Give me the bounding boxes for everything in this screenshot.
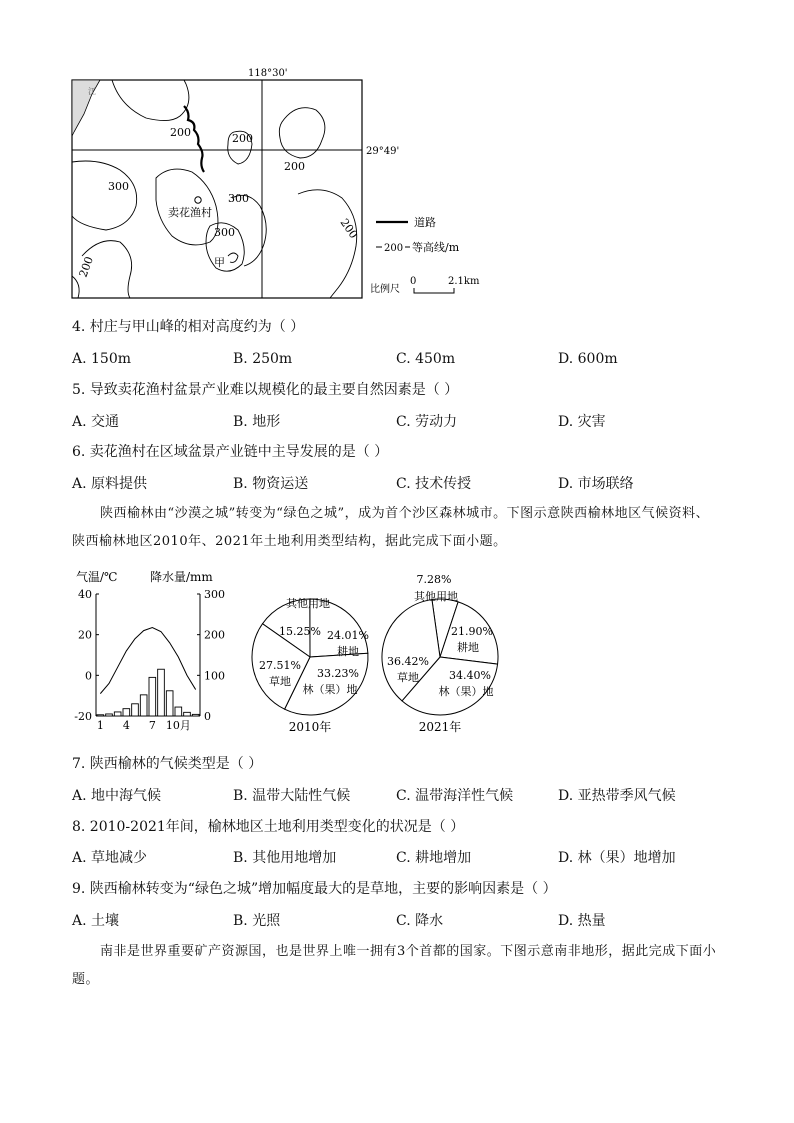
data-label: 24.01% [327,629,369,642]
contour-label: 300 [228,192,249,205]
scale-end: 2.1km [448,276,480,287]
x-tick-label: 10月 [165,719,191,732]
option-a[interactable]: A. 草地减少 [72,850,148,866]
precip-bar [158,669,165,716]
option-c[interactable]: C. 耕地增加 [396,850,472,866]
slice-label: 耕地 [457,641,479,654]
river-label: 江 [88,87,96,96]
option-b[interactable]: B. 物资运送 [233,476,309,492]
contour-line [72,161,137,230]
option-a[interactable]: A. 原料提供 [72,476,148,492]
precip-bar [123,709,130,716]
option-a[interactable]: A. 土壤 [72,913,120,929]
village-label: 卖花渔村 [168,206,212,219]
precip-bar [166,691,173,716]
option-b[interactable]: B. 光照 [233,913,281,929]
option-a[interactable]: A. 地中海气候 [72,788,162,804]
passage-yulin: 陕西榆林由“沙漠之城”转变为“绿色之城”，成为首个沙区森林城市。下图示意陕西榆林地区气候资料、陕西榆林地区2010年、2021年土地利用类型结构，据此完成下面小题。 [72,506,710,549]
question-8: 8. 2010-2021年间，榆林地区土地利用类型变化的状况是（ ） [72,819,465,835]
right-tick-label: 100 [204,669,225,683]
land-use-pies [240,572,510,742]
question-5: 5. 导致卖花渔村盆景产业难以规模化的最主要自然因素是（ ） [72,382,459,398]
option-c[interactable]: C. 温带海洋性气候 [396,788,514,804]
precip-bar [140,695,147,716]
contour-line [72,276,79,298]
right-axis-title: 降水量/mm [150,570,213,584]
legend-road-label: 道路 [414,216,436,229]
left-tick-label: -20 [74,710,92,723]
question-7: 7. 陕西榆林的气候类型是（ ） [72,756,263,772]
precip-bar [184,712,191,716]
slice-label: 耕地 [337,645,359,658]
climate-chart [68,566,238,736]
option-b[interactable]: B. 其他用地增加 [233,850,337,866]
scale-bar [414,288,454,293]
contour-label: 200 [170,126,191,139]
option-b[interactable]: B. 250m [233,351,293,367]
right-tick-label: 300 [204,588,225,601]
peak-symbol [228,253,238,262]
precip-bar [106,714,113,716]
contour-label: 200 [337,216,361,241]
option-d[interactable]: D. 灾害 [558,414,606,430]
right-tick-label: 0 [204,710,211,723]
longitude-label: 118°30' [248,68,288,79]
road [184,106,204,172]
slice-label: 其他用地 [414,590,458,603]
x-tick-label: 7 [148,719,156,732]
slice-label: 林（果）地 [302,683,358,696]
precip-bar [114,712,121,716]
option-a[interactable]: A. 150m [72,351,132,367]
temperature-line [100,628,195,694]
pie-title: 2021年 [418,720,462,734]
option-d[interactable]: D. 市场联络 [558,476,634,492]
option-b[interactable]: B. 温带大陆性气候 [233,788,351,804]
village-marker [195,197,201,203]
data-label: 21.90% [451,625,493,638]
slice-label: 草地 [269,675,291,688]
passage-south-africa: 南非是世界重要矿产资源国，也是世界上唯一拥有3个首都的国家。下图示意南非地形，据此完成下面小题。 [72,944,717,987]
option-c[interactable]: C. 技术传授 [396,476,472,492]
data-label: 27.51% [259,659,301,672]
question-6: 6. 卖花渔村在区域盆景产业链中主导发展的是（ ） [72,444,389,460]
question-9: 9. 陕西榆林转变为“绿色之城”增加幅度最大的是草地，主要的影响因素是（ ） [72,881,557,897]
left-tick-label: 0 [85,669,92,683]
x-tick-label: 4 [122,719,130,732]
scale-start: 0 [410,276,417,287]
contour-line [298,190,357,298]
option-a[interactable]: A. 交通 [72,414,120,430]
data-label: 15.25% [279,625,321,638]
contour-label: 300 [214,226,235,239]
topographic-map [60,66,500,302]
option-d[interactable]: D. 亚热带季风气候 [558,788,676,804]
contour-label: 200 [76,254,97,280]
contour-label: 200 [232,132,253,145]
data-label: 36.42% [387,655,429,668]
scale-prefix: 比例尺 [370,284,400,295]
question-4: 4. 村庄与甲山峰的相对高度约为（ ） [72,319,305,335]
slice-label: 其他用地 [286,597,330,610]
contour-line [112,80,189,121]
data-label: 7.28% [416,573,452,586]
option-c[interactable]: C. 450m [396,351,456,367]
option-c[interactable]: C. 劳动力 [396,414,458,430]
data-label: 34.40% [449,669,491,682]
legend-contour-value: 200 [384,243,404,254]
x-tick-label: 1 [96,719,104,732]
option-c[interactable]: C. 降水 [396,913,444,929]
precip-bar [149,677,156,716]
slice-label: 林（果）地 [438,685,494,698]
legend-contour-label: 等高线/m [412,241,460,254]
latitude-label: 29°49' [366,146,400,157]
left-axis-title: 气温/℃ [76,570,118,584]
left-tick-label: 20 [78,628,92,642]
option-d[interactable]: D. 600m [558,351,618,367]
contour-label: 300 [108,180,129,193]
precip-bar [175,707,182,716]
right-tick-label: 200 [204,628,225,642]
slice-label: 草地 [397,671,419,684]
contour-label: 200 [284,160,305,173]
data-label: 33.23% [317,667,359,680]
peak-label: 甲 [214,256,225,269]
pie-title: 2010年 [288,720,332,734]
left-tick-label: 40 [78,588,92,601]
precip-bar [132,704,139,716]
option-d[interactable]: D. 热量 [558,913,606,929]
option-d[interactable]: D. 林（果）地增加 [558,850,676,866]
option-b[interactable]: B. 地形 [233,414,281,430]
